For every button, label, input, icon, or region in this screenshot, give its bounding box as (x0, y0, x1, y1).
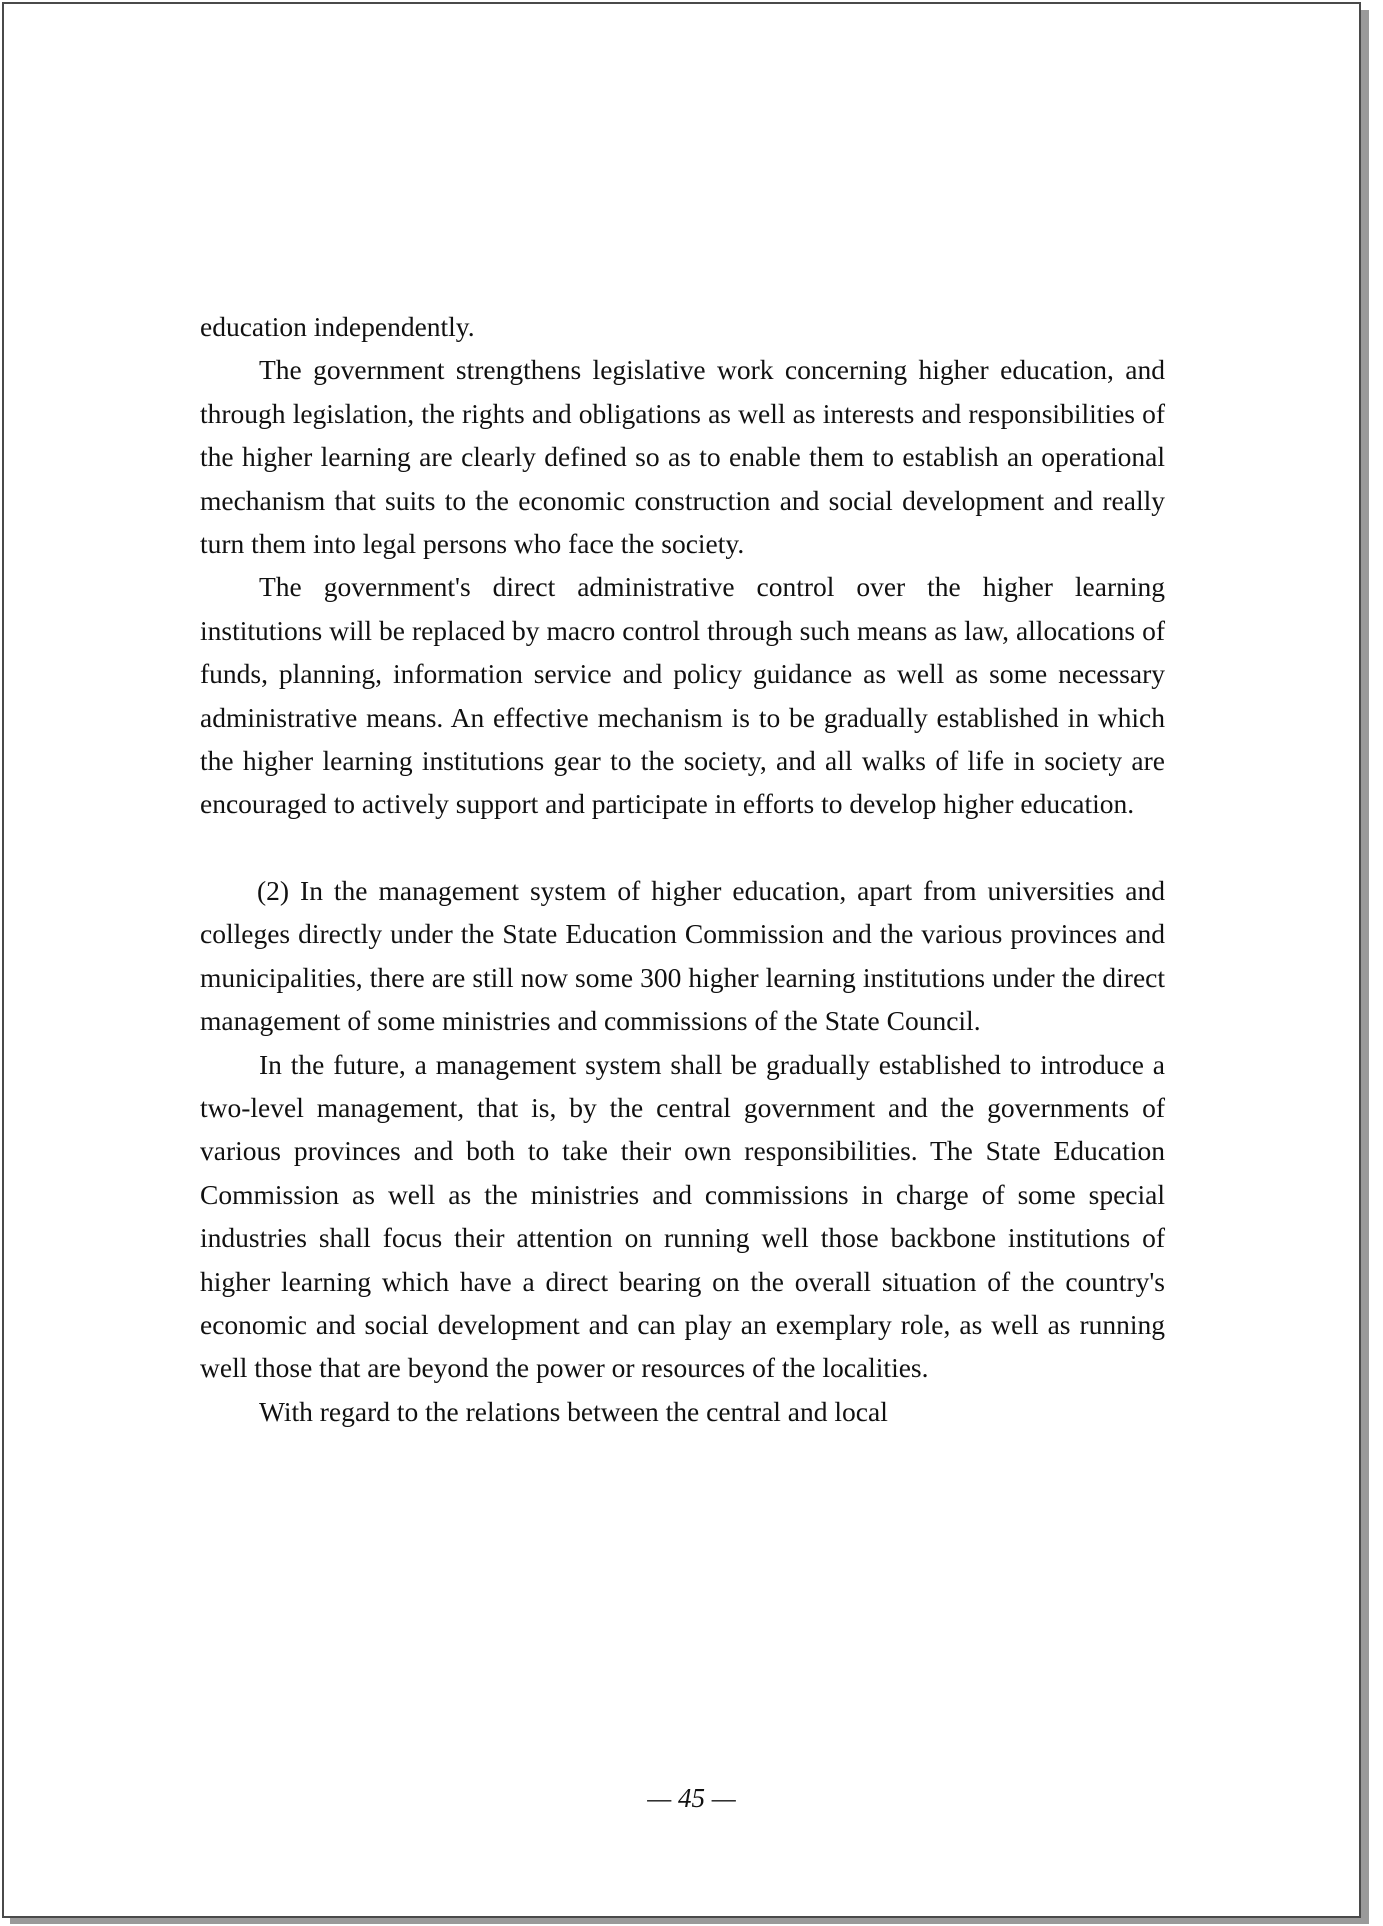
paragraph-central-local-relations: With regard to the relations between the central and local (259, 1395, 888, 1427)
paragraph-administrative-control: The government's direct administrative control over the higher learning institutions will be replaced by macro control through such means as law, allocations of funds, planning, information service and policy guidance as well as some necessary administrative means. An effective mechanism is to be gradually established in which the higher learning institutions gear to the society, and all walks of life in society are encouraged to actively support and participate in efforts to develop higher education. (200, 571, 1165, 820)
page-number: — 45 — (647, 1783, 736, 1813)
paragraph-continuation: education independently. (200, 311, 475, 342)
paragraph-two-level-management: In the future, a management system shall be gradually established to introduce a two-level management, that is, by the central government and the governments of various provinces and both to take their own responsibilities. The State Education Commission as well as the ministries and commissions in charge of some special industries shall focus their attention on running well those backbone institutions of higher learning which have a direct bearing on the overall situation of the country's economic and social development and can play an exemplary role, as well as running well those that are beyond the power or resources of the localities. (200, 1048, 1165, 1384)
paragraph-legislative-work: The government strengthens legislative work concerning higher education, and through legislation, the rights and obligations as well as interests and responsibilities of the higher learning are clearly defined so as to enable them to establish an operational mechanism that suits to the economic construction and social development and really turn them into legal persons who face the society. (200, 354, 1165, 560)
page-shadow-right (1361, 10, 1369, 1922)
paragraph-management-system: (2) In the management system of higher education, apart from universities and colleges directly under the State Education Commission and the various provinces and municipalities, there are still now some 300 higher learning institutions under the direct management of some ministries and commissions of the State Council. (200, 874, 1165, 1037)
body-text (200, 305, 1165, 1433)
paragraph-gap (200, 826, 1165, 869)
page-shadow-bottom (10, 1918, 1369, 1924)
